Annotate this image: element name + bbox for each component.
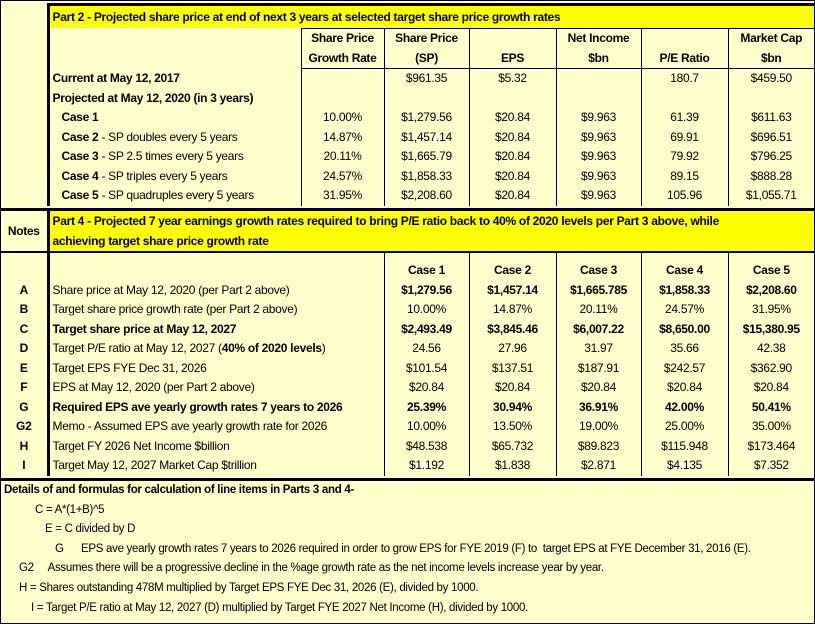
cell: 19.00% <box>556 417 641 437</box>
blank-cell <box>301 89 384 109</box>
blank-cell <box>728 89 814 109</box>
cell: $137.51 <box>469 359 556 379</box>
formula-line: H = Shares outstanding 478M multiplied by Target EPS FYE Dec 31, 2026 (E), divided by 1000. <box>19 581 479 594</box>
cell: 42.00% <box>641 398 728 418</box>
cell: $20.84 <box>469 378 556 398</box>
notes-header: Notes <box>1 210 48 253</box>
case-name: Case 5 <box>61 188 99 203</box>
table-row <box>1 186 814 206</box>
left-margin <box>1 128 48 148</box>
cell: $611.63 <box>728 108 814 128</box>
case-label <box>48 147 301 167</box>
cell: 35.00% <box>728 417 814 437</box>
cell: $20.84 <box>469 167 556 187</box>
cell: 31.97 <box>556 339 641 359</box>
cell: 35.66 <box>641 339 728 359</box>
cell: $20.84 <box>469 186 556 206</box>
cell: 105.96 <box>641 186 728 206</box>
column-header <box>641 29 728 49</box>
case-label <box>48 128 301 148</box>
note-letter: H <box>1 437 48 457</box>
cell: $2,208.60 <box>384 186 469 206</box>
case-desc: - SP 2.5 times every 5 years <box>98 149 244 164</box>
cell: $1,457.14 <box>384 128 469 148</box>
cell: 27.96 <box>469 339 556 359</box>
row-label: Share price at May 12, 2020 (per Part 2 above) <box>52 282 290 297</box>
cell: $15,380.95 <box>728 320 814 340</box>
case-label <box>48 108 301 128</box>
cell: $1.838 <box>469 456 556 476</box>
cell: $3,845.46 <box>469 320 556 340</box>
blank-cell <box>641 252 728 261</box>
notes-cell <box>1 252 48 261</box>
part4-title-line1: Part 4 - Projected 7 year earnings growth rates required to bring P/E ratio back to 40% of 2020 levels per Part 3 above, while <box>52 214 719 228</box>
case-name: Case 3 <box>61 149 99 164</box>
column-header: $bn <box>728 49 814 69</box>
column-header: Growth Rate <box>301 49 384 69</box>
column-header: Share Price <box>384 29 469 49</box>
blank-cell <box>469 252 556 261</box>
row-label: Required EPS ave yearly growth rates 7 years to 2026 <box>52 399 343 414</box>
cell: $20.84 <box>469 147 556 167</box>
blank-cell <box>48 252 384 261</box>
case-label <box>48 167 301 187</box>
cell: 42.38 <box>728 339 814 359</box>
cell: $4.135 <box>641 456 728 476</box>
blank-cell <box>384 252 469 261</box>
cell: 20.11% <box>301 147 384 167</box>
blank-cell <box>48 49 301 69</box>
cell: $459.50 <box>728 69 814 89</box>
cell: 89.15 <box>641 167 728 187</box>
case-header: Case 4 <box>641 261 728 281</box>
table-row <box>1 320 814 340</box>
case-header: Case 1 <box>384 261 469 281</box>
cell: 25.00% <box>641 417 728 437</box>
cell: 50.41% <box>728 398 814 418</box>
formula-line: G2 Assumes there will be a progressive decline in the %age growth rate as the net income levels increase year by year. <box>19 562 604 575</box>
cell: $1,055.71 <box>728 186 814 206</box>
case-header: Case 5 <box>728 261 814 281</box>
cell: $65.732 <box>469 437 556 457</box>
cell: $20.84 <box>384 378 469 398</box>
formula-details <box>1 478 814 618</box>
cell: $1,279.56 <box>384 281 469 301</box>
column-header <box>469 29 556 49</box>
cell: $101.54 <box>384 359 469 379</box>
table-row <box>1 339 814 359</box>
blank-cell <box>384 89 469 109</box>
cell: $9.963 <box>556 186 641 206</box>
cell: $2,493.49 <box>384 320 469 340</box>
row-label <box>48 339 384 359</box>
cell: 14.87% <box>469 300 556 320</box>
row-label-text: Target P/E ratio at May 12, 2027 ( <box>52 341 222 356</box>
note-letter: C <box>1 320 48 340</box>
cell: 25.39% <box>384 398 469 418</box>
cell: 24.57% <box>641 300 728 320</box>
table-row <box>1 437 814 457</box>
blank-cell <box>728 252 814 261</box>
cell: $187.91 <box>556 359 641 379</box>
cell: $1.192 <box>384 456 469 476</box>
cell: $9.963 <box>556 128 641 148</box>
cell: $6,007.22 <box>556 320 641 340</box>
note-letter: E <box>1 359 48 379</box>
left-margin <box>1 29 48 49</box>
case-label <box>48 186 301 206</box>
table-row <box>1 398 814 418</box>
row-label: Target FY 2026 Net Income $billion <box>52 438 230 453</box>
blank-cell <box>469 89 556 109</box>
cell: 20.11% <box>556 300 641 320</box>
cell: 24.57% <box>301 167 384 187</box>
cell: $2,208.60 <box>728 281 814 301</box>
left-margin <box>1 5 48 29</box>
cell: $20.84 <box>728 378 814 398</box>
left-margin <box>1 49 48 69</box>
cell: $5.32 <box>469 69 556 89</box>
formula-line: C = A*(1+B)^5 <box>35 503 105 516</box>
cell: 14.87% <box>301 128 384 148</box>
cell: $115.948 <box>641 437 728 457</box>
case-desc: - SP triples every 5 years <box>98 168 228 183</box>
note-letter: G <box>1 398 48 418</box>
row-label: Memo - Assumed EPS ave yearly growth rate for 2026 <box>52 419 327 434</box>
table-row <box>1 378 814 398</box>
cell: 10.00% <box>301 108 384 128</box>
row-label-end: ) <box>321 341 326 356</box>
part2-table <box>1 3 814 206</box>
cell: $961.35 <box>384 69 469 89</box>
note-letter: I <box>1 456 48 476</box>
note-letter: G2 <box>1 417 48 437</box>
cell: $1,858.33 <box>641 281 728 301</box>
cell: $20.84 <box>469 128 556 148</box>
left-margin <box>1 186 48 206</box>
cell: $1,279.56 <box>384 108 469 128</box>
row-label: Projected at May 12, 2020 (in 3 years) <box>52 90 254 105</box>
cell: $20.84 <box>469 108 556 128</box>
note-letter: D <box>1 339 48 359</box>
row-label: EPS at May 12, 2020 (per Part 2 above) <box>52 380 255 395</box>
cell: $9.963 <box>556 167 641 187</box>
column-header: P/E Ratio <box>641 49 728 69</box>
cell: 10.00% <box>384 417 469 437</box>
cell: 69.91 <box>641 128 728 148</box>
cell: $8,650.00 <box>641 320 728 340</box>
cell: 10.00% <box>384 300 469 320</box>
cell: 31.95% <box>301 186 384 206</box>
cell: 79.92 <box>641 147 728 167</box>
cell: $362.90 <box>728 359 814 379</box>
table-row <box>1 167 814 187</box>
left-margin <box>1 167 48 187</box>
note-letter: F <box>1 378 48 398</box>
table-row <box>1 359 814 379</box>
details-title: Details of and formulas for calculation of line items in Parts 3 and 4- <box>4 484 354 496</box>
cell: 24.56 <box>384 339 469 359</box>
left-margin <box>1 69 48 89</box>
cell: $9.963 <box>556 108 641 128</box>
case-header: Case 2 <box>469 261 556 281</box>
case-name: Case 4 <box>61 168 99 183</box>
blank-cell <box>48 261 384 281</box>
cell: $173.464 <box>728 437 814 457</box>
case-name: Case 1 <box>61 110 99 125</box>
part4-table <box>1 208 814 476</box>
cell: $9.963 <box>556 147 641 167</box>
formula-line: E = C divided by D <box>45 523 136 536</box>
cell: $7.352 <box>728 456 814 476</box>
column-header: $bn <box>556 49 641 69</box>
row-label: Target EPS FYE Dec 31, 2026 <box>52 360 207 375</box>
cell: $1,665.79 <box>384 147 469 167</box>
table-row <box>1 456 814 476</box>
cell: $20.84 <box>556 378 641 398</box>
case-desc: - SP doubles every 5 years <box>98 129 238 144</box>
table-row <box>1 108 814 128</box>
cell: $2.871 <box>556 456 641 476</box>
row-label: Target share price growth rate (per Part 2 above) <box>52 302 298 317</box>
cell: $1,665.785 <box>556 281 641 301</box>
left-margin <box>1 147 48 167</box>
cell: $888.28 <box>728 167 814 187</box>
table-row <box>1 147 814 167</box>
cell: $48.538 <box>384 437 469 457</box>
case-header: Case 3 <box>556 261 641 281</box>
note-letter: B <box>1 300 48 320</box>
left-margin <box>1 108 48 128</box>
blank-cell <box>556 252 641 261</box>
blank-cell <box>556 89 641 109</box>
part2-title: Part 2 - Projected share price at end of next 3 years at selected target share price growth rates <box>48 5 814 29</box>
cell: 13.50% <box>469 417 556 437</box>
formula-line: I = Target P/E ratio at May 12, 2027 (D) multiplied by Target FYE 2027 Net Income (H), divided by 1000. <box>31 601 528 614</box>
blank-cell <box>48 29 301 49</box>
row-label: Current at May 12, 2017 <box>52 71 180 85</box>
cell: 31.95% <box>728 300 814 320</box>
cell <box>556 69 641 89</box>
cell: $89.823 <box>556 437 641 457</box>
table-row <box>1 300 814 320</box>
cell <box>301 69 384 89</box>
row-label-bold: 40% of 2020 levels <box>221 341 322 356</box>
table-row <box>1 128 814 148</box>
formula-line: G EPS ave yearly growth rates 7 years to 2026 required in order to grow EPS for FYE 2019 (F) to target EPS at FYE December 31, 2016 (E). <box>55 542 751 555</box>
part4-title-line2: achieving target share price growth rate <box>52 234 269 248</box>
cell: 30.94% <box>469 398 556 418</box>
part4-title <box>48 210 814 253</box>
cell: 36.91% <box>556 398 641 418</box>
column-header: EPS <box>469 49 556 69</box>
case-name: Case 2 <box>61 129 99 144</box>
cell: $796.25 <box>728 147 814 167</box>
column-header: Market Cap <box>728 29 814 49</box>
cell: $242.57 <box>641 359 728 379</box>
column-header: Share Price <box>301 29 384 49</box>
column-header: Net Income <box>556 29 641 49</box>
table-row <box>1 281 814 301</box>
cell: 180.7 <box>641 69 728 89</box>
blank-cell <box>641 89 728 109</box>
row-label: Target share price at May 12, 2027 <box>52 321 237 336</box>
table-row <box>1 417 814 437</box>
cell: $20.84 <box>641 378 728 398</box>
column-header: (SP) <box>384 49 469 69</box>
cell: 61.39 <box>641 108 728 128</box>
row-label: Target May 12, 2027 Market Cap $trillion <box>52 458 257 473</box>
cell: $696.51 <box>728 128 814 148</box>
cell: $1,858.33 <box>384 167 469 187</box>
note-letter: A <box>1 281 48 301</box>
notes-cell <box>1 261 48 281</box>
case-desc: - SP quadruples every 5 years <box>98 188 254 203</box>
cell: $1,457.14 <box>469 281 556 301</box>
left-margin <box>1 89 48 109</box>
